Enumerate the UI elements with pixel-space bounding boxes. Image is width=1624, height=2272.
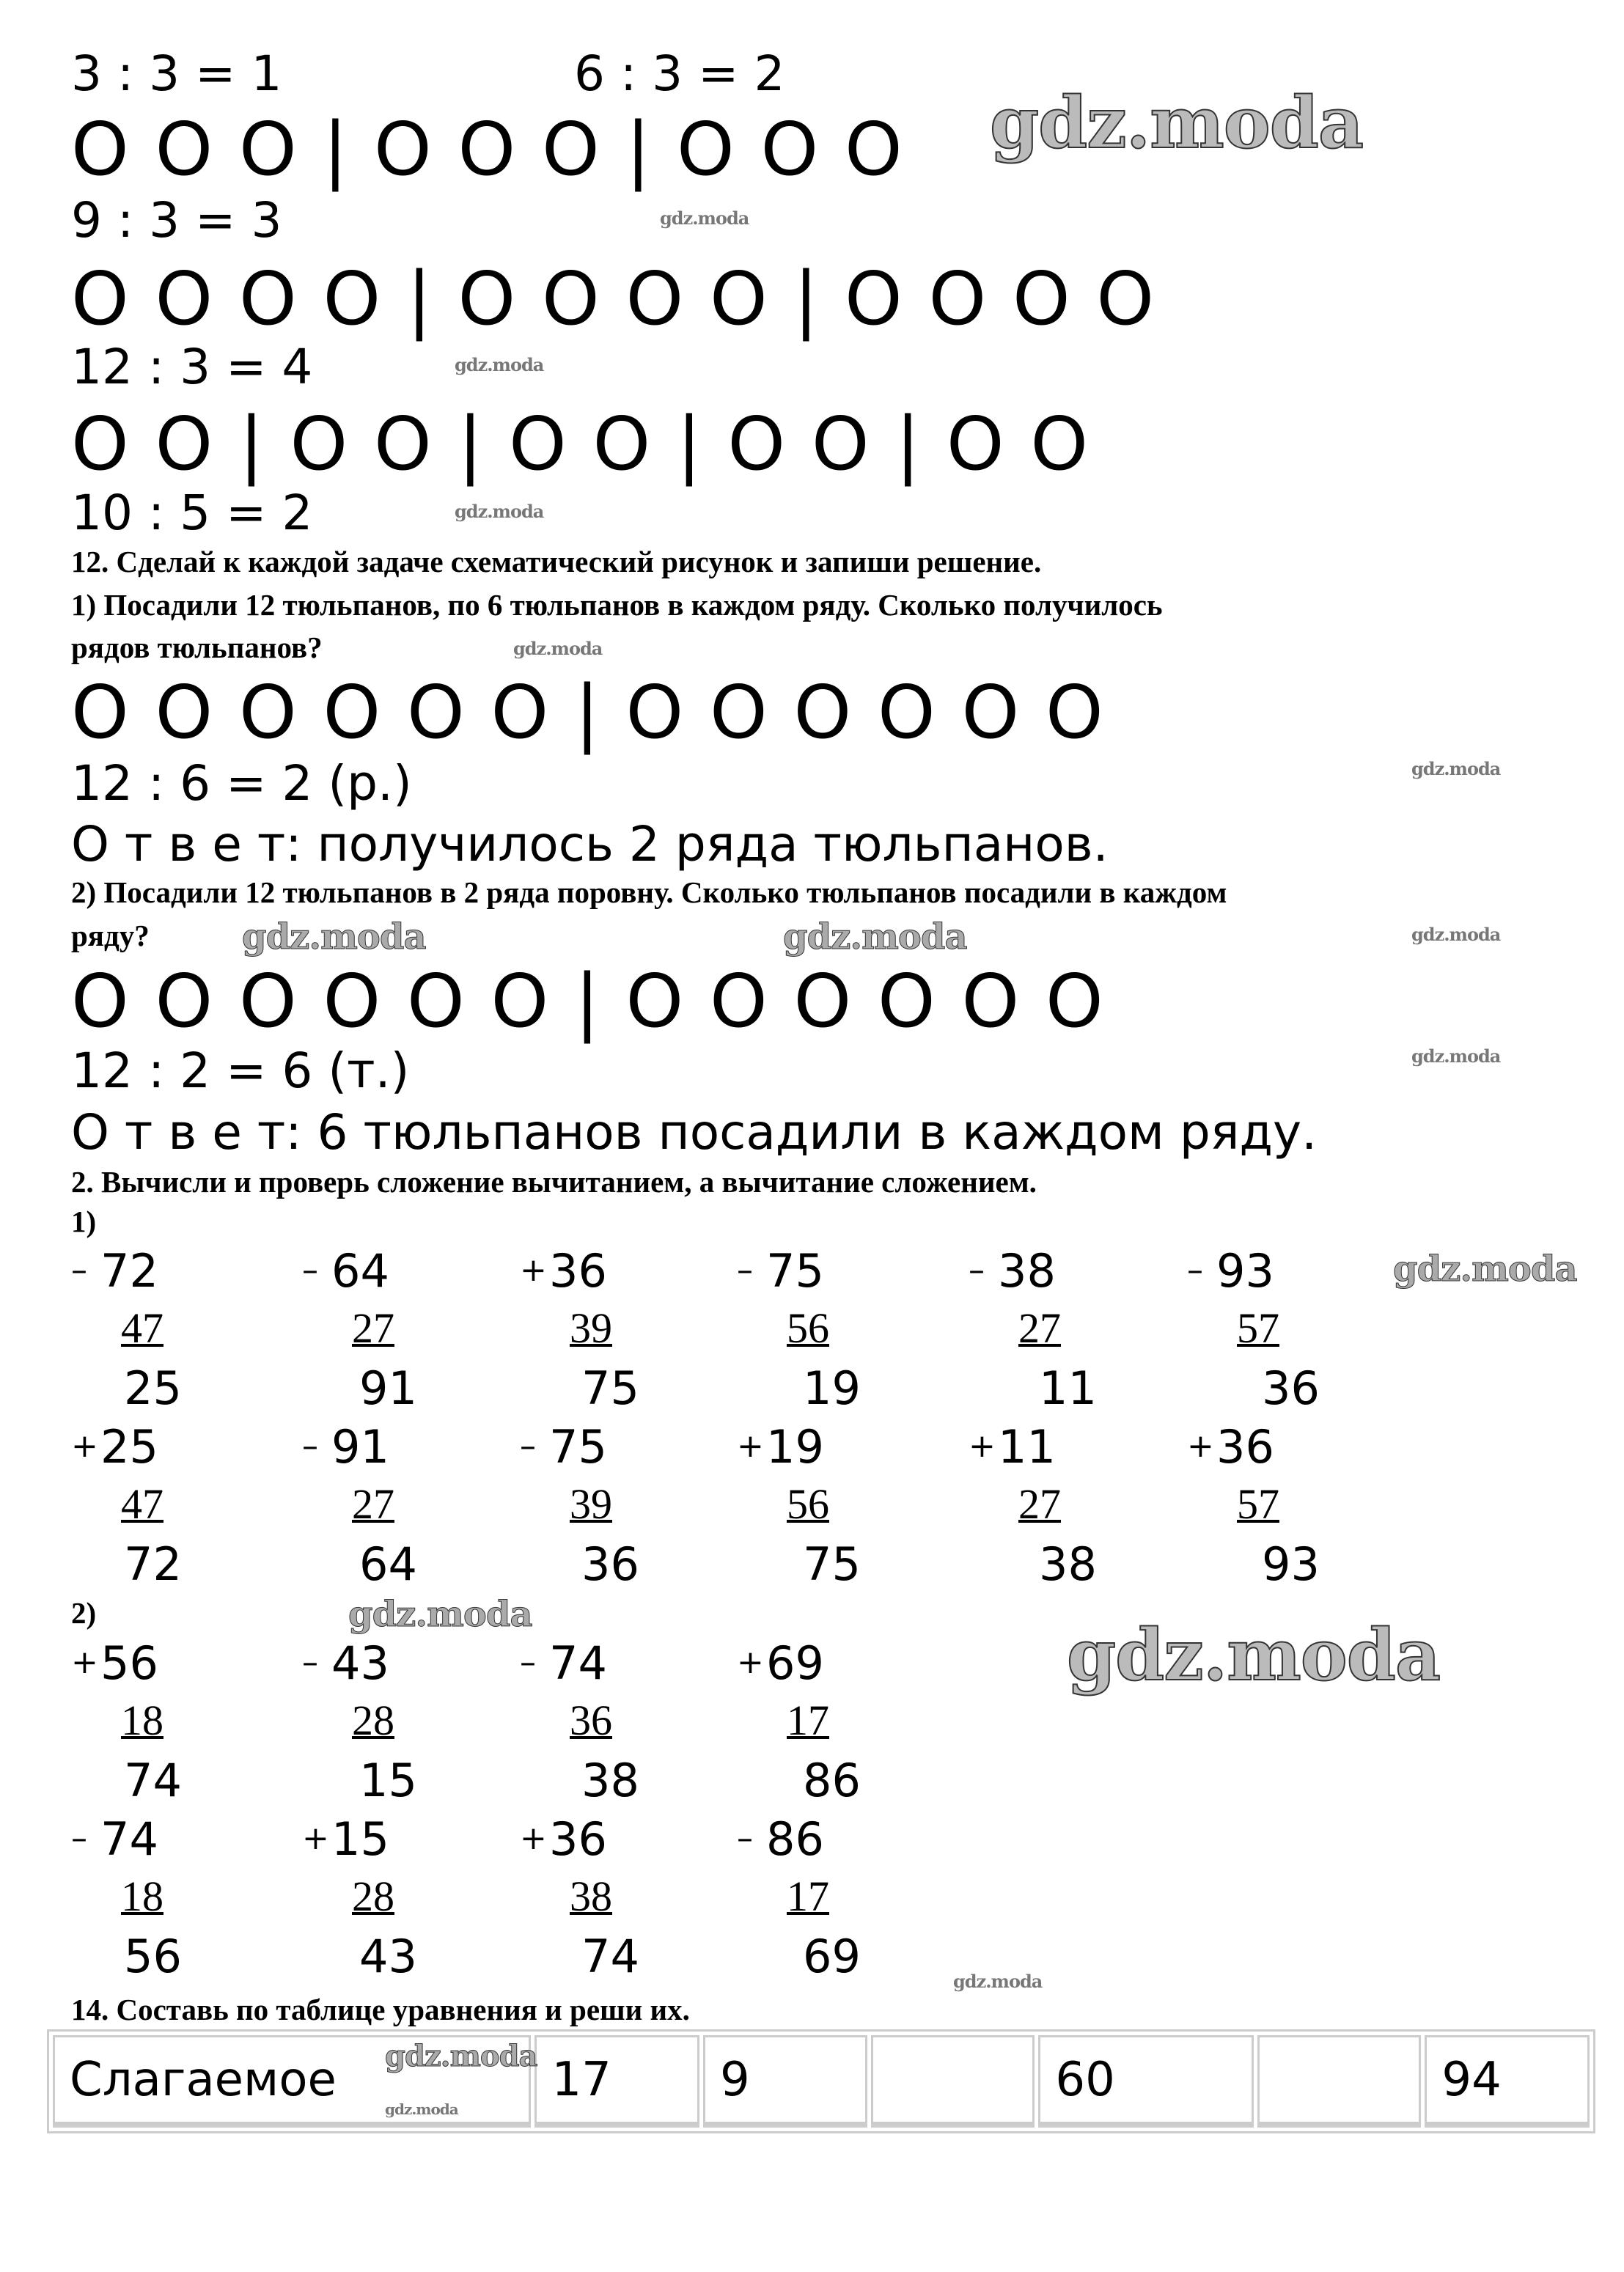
table-cell: 9 — [703, 2035, 867, 2128]
minuend: 36 — [549, 1812, 607, 1866]
minuend: 74 — [549, 1636, 607, 1690]
operand-underlined: 47 — [121, 1480, 163, 1528]
result: 93 — [1262, 1537, 1320, 1591]
operand-underlined: 57 — [1237, 1304, 1279, 1352]
result: 36 — [1262, 1361, 1320, 1415]
operand-underlined: 47 — [121, 1304, 163, 1352]
minuend: 38 — [998, 1244, 1056, 1298]
result: 75 — [803, 1537, 861, 1591]
operand-underlined: 38 — [570, 1872, 612, 1920]
problem-text: рядов тюльпанов? — [71, 631, 323, 664]
table-cell: 94 — [1425, 2035, 1590, 2128]
operand-underlined: 56 — [787, 1480, 829, 1528]
watermark: gdz.moda — [348, 1594, 532, 1635]
watermark: gdz.moda — [1393, 1249, 1577, 1290]
minuend: 25 — [100, 1420, 158, 1474]
minuend: 64 — [331, 1244, 389, 1298]
result: 64 — [359, 1537, 417, 1591]
minuend: 74 — [100, 1812, 158, 1866]
operand-underlined: 39 — [570, 1304, 612, 1352]
operand-underlined: 17 — [787, 1872, 829, 1920]
circle-scheme: O O O O O O | O O O O O O — [71, 669, 1105, 755]
result: 69 — [803, 1930, 861, 1983]
task-heading: 14. Составь по таблице уравнения и реши их. — [71, 1993, 690, 2026]
watermark: gdz.moda — [990, 81, 1364, 164]
part-label: 2) — [71, 1596, 97, 1630]
result: 15 — [359, 1754, 417, 1807]
watermark: gdz.moda — [783, 916, 967, 957]
operator-sign: + — [520, 1251, 547, 1289]
operator-sign: – — [969, 1251, 985, 1289]
operand-underlined: 28 — [352, 1696, 394, 1744]
operator-sign: – — [71, 1820, 87, 1857]
operand-underlined: 18 — [121, 1872, 163, 1920]
minuend: 91 — [331, 1420, 389, 1474]
operand-underlined: 36 — [570, 1696, 612, 1744]
minuend: 69 — [766, 1636, 824, 1690]
operand-underlined: 57 — [1237, 1480, 1279, 1528]
operator-sign: – — [71, 1251, 87, 1289]
table-cell: 60 — [1038, 2035, 1254, 2128]
minuend: 75 — [549, 1420, 607, 1474]
watermark: gdz.moda — [660, 207, 749, 229]
minuend: 11 — [998, 1420, 1056, 1474]
answer: О т в е т: получилось 2 ряда тюльпанов. — [71, 816, 1109, 872]
operator-sign: – — [302, 1427, 318, 1465]
operator-sign: – — [302, 1644, 318, 1681]
answer: О т в е т: 6 тюльпанов посадили в каждом ряду. — [71, 1104, 1318, 1161]
watermark: gdz.moda — [242, 916, 426, 957]
operand-underlined: 28 — [352, 1872, 394, 1920]
operator-sign: – — [520, 1644, 536, 1681]
result: 74 — [124, 1754, 182, 1807]
task-heading: 2. Вычисли и проверь сложение вычитанием, а вычитание сложением. — [71, 1165, 1037, 1199]
minuend: 56 — [100, 1636, 158, 1690]
operator-sign: + — [737, 1427, 764, 1465]
operand-underlined: 27 — [1018, 1480, 1061, 1528]
operand-underlined: 18 — [121, 1696, 163, 1744]
operator-sign: – — [302, 1251, 318, 1289]
minuend: 19 — [766, 1420, 824, 1474]
operator-sign: – — [1187, 1251, 1203, 1289]
part-label: 1) — [71, 1205, 97, 1238]
minuend: 75 — [766, 1244, 824, 1298]
result: 86 — [803, 1754, 861, 1807]
result: 75 — [581, 1361, 639, 1415]
operand-underlined: 56 — [787, 1304, 829, 1352]
minuend: 93 — [1216, 1244, 1274, 1298]
minuend: 15 — [331, 1812, 389, 1866]
equation: 12 : 2 = 6 (т.) — [71, 1043, 410, 1099]
operand-underlined: 39 — [570, 1480, 612, 1528]
result: 25 — [124, 1361, 182, 1415]
operator-sign: + — [737, 1644, 764, 1681]
operator-sign: + — [302, 1820, 329, 1857]
circle-scheme: O O O O | O O O O | O O O O — [71, 256, 1156, 342]
operator-sign: – — [737, 1820, 753, 1857]
row-label-text: Слагаемое — [70, 2052, 337, 2107]
result: 43 — [359, 1930, 417, 1983]
circle-scheme: O O O O O O | O O O O O O — [71, 958, 1105, 1044]
operator-sign: + — [520, 1820, 547, 1857]
minuend: 43 — [331, 1636, 389, 1690]
operator-sign: + — [71, 1427, 98, 1465]
table-cell — [1257, 2035, 1421, 2128]
equation: 10 : 5 = 2 — [71, 485, 313, 541]
watermark: gdz.moda — [455, 354, 544, 375]
operand-underlined: 27 — [1018, 1304, 1061, 1352]
minuend: 72 — [100, 1244, 158, 1298]
table-row-label — [53, 2035, 537, 2128]
operand-underlined: 27 — [352, 1304, 394, 1352]
watermark: gdz.moda — [1411, 758, 1501, 779]
result: 56 — [124, 1930, 182, 1983]
task-heading: 12. Сделай к каждой задаче схематический рисунок и запиши решение. — [71, 545, 1042, 578]
problem-text: 1) Посадили 12 тюльпанов, по 6 тюльпанов в каждом ряду. Сколько получилось — [71, 588, 1163, 622]
problem-text: 2) Посадили 12 тюльпанов в 2 ряда поровну. Сколько тюльпанов посадили в каждом — [71, 875, 1227, 909]
table-cell: 17 — [534, 2035, 699, 2128]
minuend: 86 — [766, 1812, 824, 1866]
operand-underlined: 17 — [787, 1696, 829, 1744]
equation: 3 : 3 = 1 — [71, 45, 282, 102]
equation: 12 : 3 = 4 — [71, 339, 313, 395]
operator-sign: + — [969, 1427, 996, 1465]
table-row — [53, 2035, 1590, 2128]
minuend: 36 — [1216, 1420, 1274, 1474]
result: 36 — [581, 1537, 639, 1591]
circle-scheme: O O O | O O O | O O O — [71, 106, 904, 192]
operator-sign: – — [737, 1251, 753, 1289]
result: 11 — [1039, 1361, 1097, 1415]
equation: 9 : 3 = 3 — [71, 192, 282, 249]
result: 74 — [581, 1930, 639, 1983]
problem-text: ряду? — [71, 919, 150, 952]
watermark: gdz.moda — [385, 2039, 537, 2073]
result: 19 — [803, 1361, 861, 1415]
watermark: gdz.moda — [513, 638, 603, 659]
watermark: gdz.moda — [455, 501, 544, 522]
watermark: gdz.moda — [385, 2100, 458, 2118]
watermark: gdz.moda — [1067, 1614, 1441, 1696]
operator-sign: – — [520, 1427, 536, 1465]
watermark: gdz.moda — [1411, 1045, 1501, 1067]
result: 91 — [359, 1361, 417, 1415]
equation: 12 : 6 = 2 (р.) — [71, 755, 412, 812]
equation: 6 : 3 = 2 — [574, 45, 785, 102]
operator-sign: + — [1187, 1427, 1214, 1465]
equation-table — [47, 2029, 1595, 2133]
minuend: 36 — [549, 1244, 607, 1298]
watermark: gdz.moda — [953, 1971, 1043, 1992]
operator-sign: + — [71, 1644, 98, 1681]
result: 72 — [124, 1537, 182, 1591]
watermark: gdz.moda — [1411, 924, 1501, 945]
operand-underlined: 27 — [352, 1480, 394, 1528]
table-cell — [871, 2035, 1035, 2128]
result: 38 — [581, 1754, 639, 1807]
circle-scheme: O O | O O | O O | O O | O O — [71, 401, 1090, 487]
result: 38 — [1039, 1537, 1097, 1591]
